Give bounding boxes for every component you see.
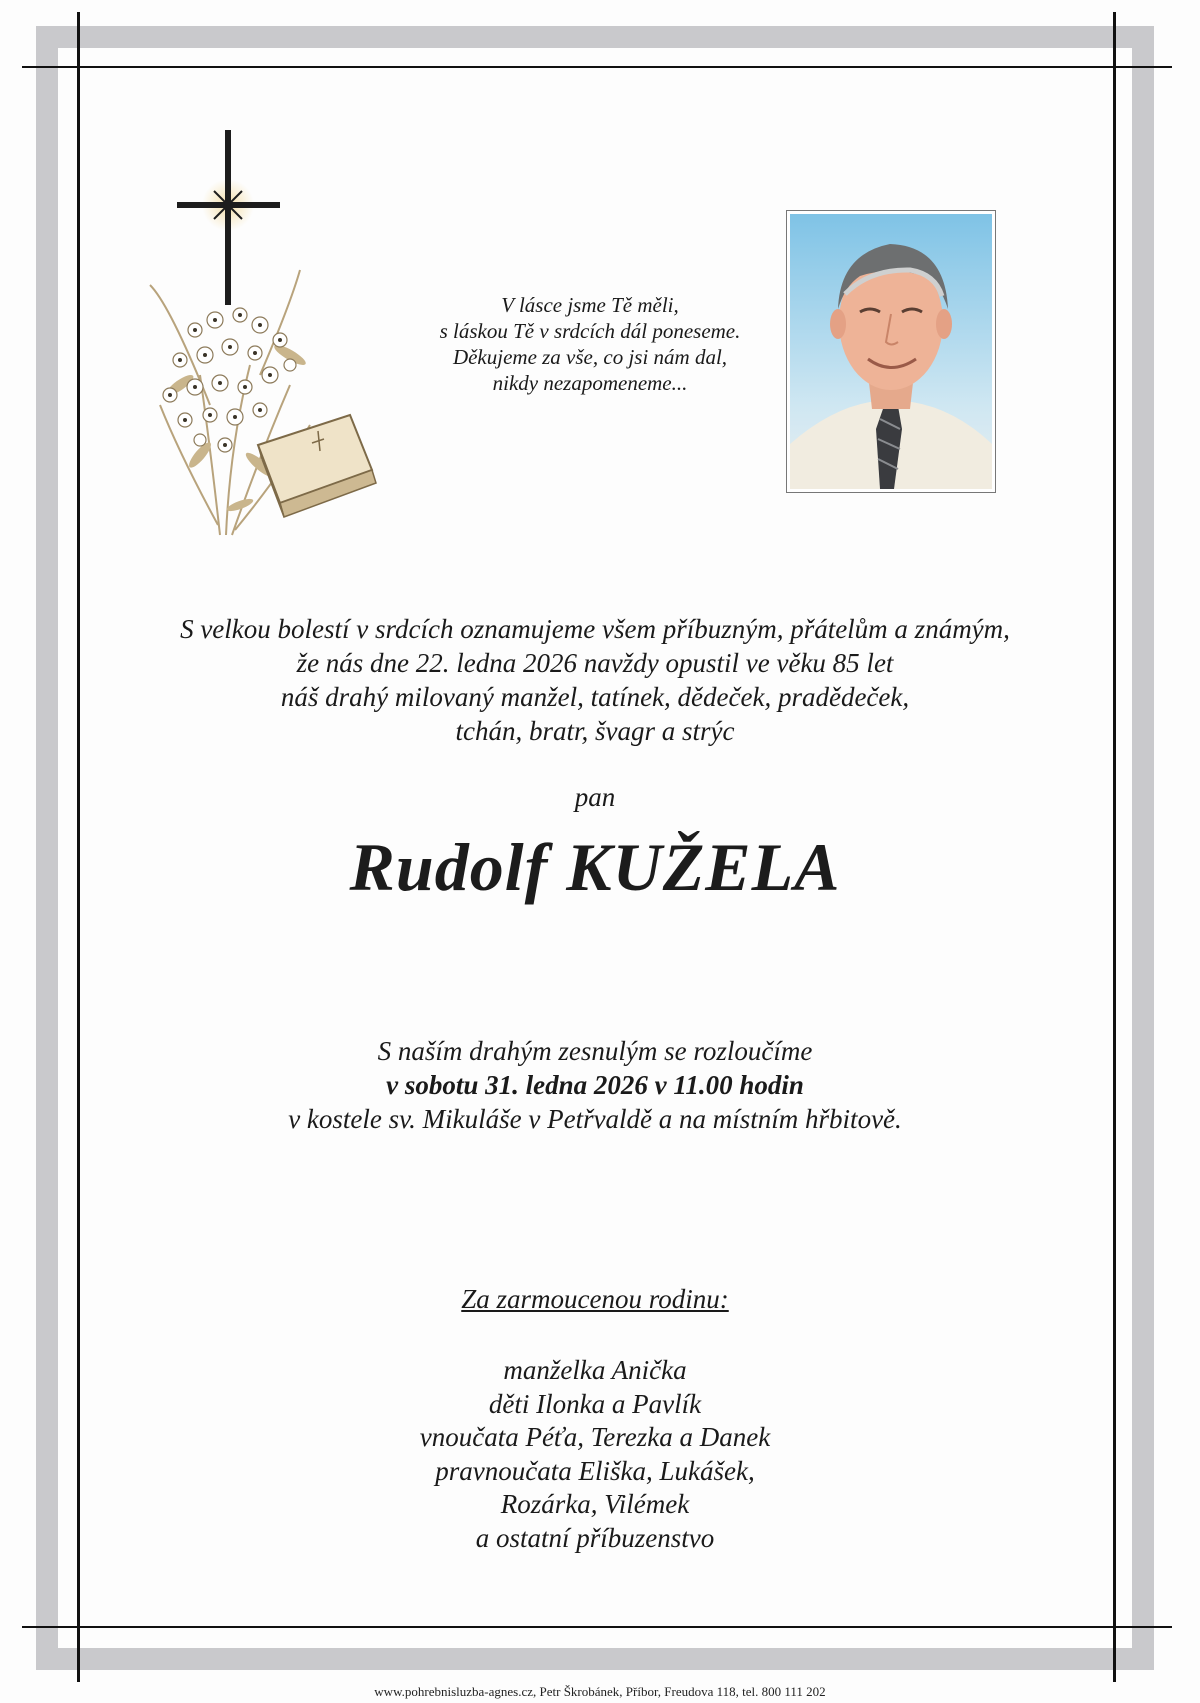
frame-band-right xyxy=(1132,26,1154,1670)
family-line: a ostatní příbuzenstvo xyxy=(475,1522,715,1553)
family-line: manželka Anička xyxy=(503,1355,687,1385)
quote-line: V lásce jsme Tě měli, xyxy=(501,293,679,317)
frame-band-bottom xyxy=(36,1648,1154,1670)
family-line: děti Ilonka a Pavlík xyxy=(488,1388,702,1419)
quote-line: nikdy nezapomeneme... xyxy=(492,371,688,395)
announcement-line: náš drahý milovaný manžel, tatínek, dědeček, pradědeček, xyxy=(280,682,910,712)
memorial-quote xyxy=(395,292,785,396)
funeral-details xyxy=(90,1034,1100,1136)
funeral-location: v kostele sv. Mikuláše v Petřvaldě a na místním hřbitově. xyxy=(288,1104,902,1134)
honorific: pan xyxy=(574,782,616,812)
footer-contact: www.pohrebnisluzba-agnes.cz, Petr Škrobánek, Příbor, Freudova 118, tel. 800 111 202 xyxy=(374,1684,826,1699)
quote-line: s láskou Tě v srdcích dál poneseme. xyxy=(439,319,741,343)
announcement-line: že nás dne 22. ledna 2026 navždy opustil ve věku 85 let xyxy=(296,648,894,678)
frame-band-top xyxy=(36,26,1154,48)
frame-line-right xyxy=(1113,12,1116,1682)
family-line: Rozárka, Vilémek xyxy=(500,1489,690,1519)
farewell-line: S naším drahým zesnulým se rozloučíme xyxy=(377,1036,813,1066)
frame-line-left xyxy=(77,12,80,1682)
portrait-photo xyxy=(786,210,996,493)
family-heading: Za zarmoucenou rodinu: xyxy=(461,1284,729,1314)
deceased-name: Rudolf KUŽELA xyxy=(349,829,841,905)
frame-line-bottom xyxy=(22,1626,1172,1628)
funeral-date-time: v sobotu 31. ledna 2026 v 11.00 hodin xyxy=(386,1070,804,1100)
cross-with-flowers-and-book-icon xyxy=(140,125,400,545)
family-list xyxy=(90,1354,1100,1555)
announcement-line: S velkou bolestí v srdcích oznamujeme všem příbuzným, přátelům a známým, xyxy=(180,614,1010,644)
frame-line-top xyxy=(22,66,1172,68)
family-line: vnoučata Péťa, Terezka a Danek xyxy=(419,1422,771,1452)
frame-band-left xyxy=(36,26,58,1670)
quote-line: Děkujeme za vše, co jsi nám dal, xyxy=(452,345,728,369)
family-line: pravnoučata Eliška, Lukášek, xyxy=(435,1455,755,1486)
announcement-line: tchán, bratr, švagr a strýc xyxy=(455,716,735,746)
death-announcement xyxy=(90,612,1100,748)
